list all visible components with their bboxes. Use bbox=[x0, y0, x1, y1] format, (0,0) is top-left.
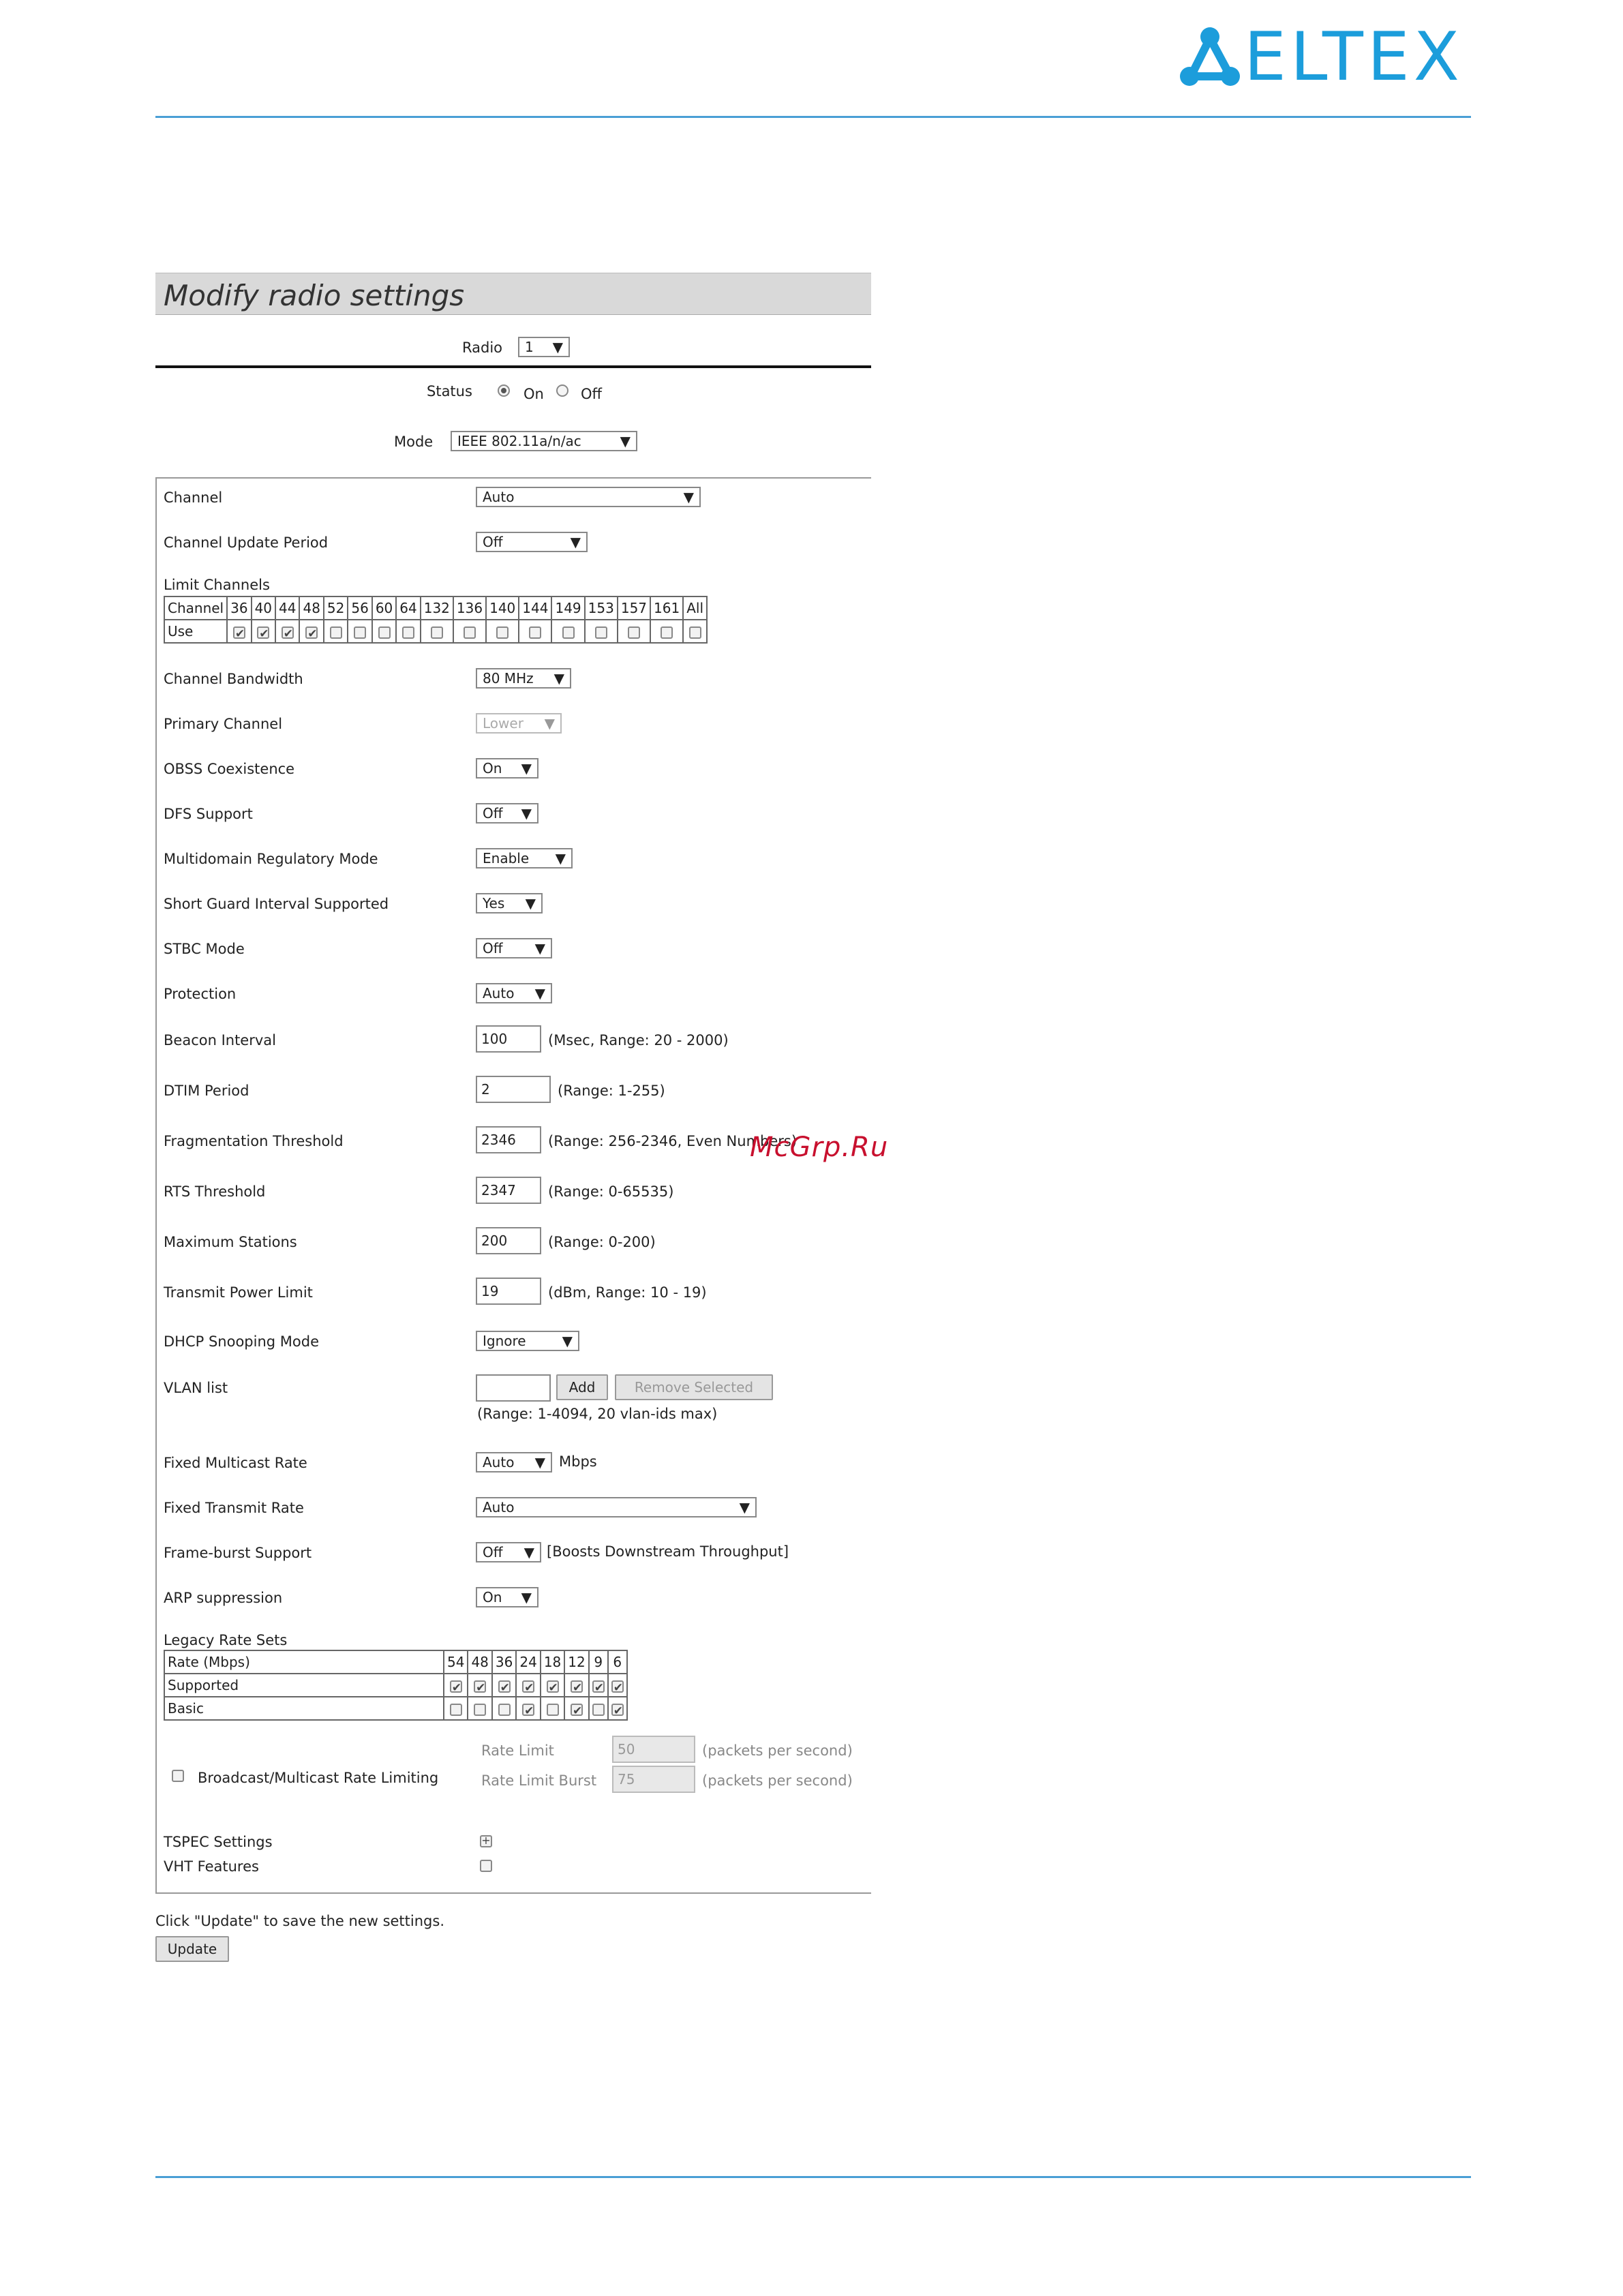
status-on-radio[interactable] bbox=[498, 384, 510, 397]
bcast-limit-checkbox[interactable] bbox=[172, 1770, 184, 1782]
status-on-label: On bbox=[524, 386, 544, 402]
dtim-period-hint: (Range: 1-255) bbox=[558, 1083, 665, 1099]
channel-use-checkbox[interactable] bbox=[330, 626, 342, 639]
channel-number: 136 bbox=[453, 596, 486, 620]
bcast-limit-label: Broadcast/Multicast Rate Limiting bbox=[198, 1770, 439, 1786]
rate-value: 54 bbox=[444, 1650, 468, 1674]
channel-number: 144 bbox=[519, 596, 551, 620]
channel-use-cell bbox=[683, 620, 707, 643]
chevron-down-icon: ▼ bbox=[544, 715, 555, 731]
supported-rate-cell bbox=[589, 1674, 608, 1697]
rate-limit-burst-input[interactable]: 75 bbox=[612, 1766, 695, 1793]
channel-update-period-label: Channel Update Period bbox=[164, 534, 329, 551]
rate-value: 9 bbox=[589, 1650, 608, 1674]
tspec-label: TSPEC Settings bbox=[164, 1834, 273, 1850]
channel-use-checkbox[interactable] bbox=[305, 626, 318, 639]
supported-rate-cell bbox=[468, 1674, 491, 1697]
vlan-remove-selected-button[interactable]: Remove Selected bbox=[615, 1374, 773, 1400]
short-guard-label: Short Guard Interval Supported bbox=[164, 896, 389, 912]
header-divider bbox=[155, 116, 1471, 118]
status-off-radio[interactable] bbox=[556, 384, 568, 397]
channel-number: 36 bbox=[227, 596, 251, 620]
status-label: Status bbox=[427, 383, 472, 399]
rts-threshold-hint: (Range: 0-65535) bbox=[548, 1183, 674, 1200]
dhcp-snooping-value: Ignore bbox=[483, 1333, 526, 1349]
channel-use-checkbox[interactable] bbox=[562, 626, 575, 639]
footer-divider bbox=[155, 2176, 1471, 2178]
chevron-down-icon: ▼ bbox=[555, 850, 566, 866]
multidomain-label: Multidomain Regulatory Mode bbox=[164, 851, 378, 867]
supported-rate-checkbox[interactable] bbox=[522, 1680, 534, 1693]
channel-update-period-value: Off bbox=[483, 534, 503, 550]
channel-use-checkbox[interactable] bbox=[233, 626, 245, 639]
short-guard-select[interactable] bbox=[476, 893, 543, 913]
vlan-list-input[interactable] bbox=[476, 1374, 551, 1402]
dhcp-snooping-select[interactable] bbox=[476, 1331, 579, 1351]
tx-power-input[interactable]: 19 bbox=[476, 1278, 541, 1305]
channel-use-cell bbox=[227, 620, 251, 643]
fixed-transmit-select[interactable] bbox=[476, 1497, 757, 1517]
basic-rate-checkbox[interactable] bbox=[592, 1704, 605, 1716]
radio-select[interactable] bbox=[518, 337, 570, 357]
channel-use-checkbox[interactable] bbox=[354, 626, 366, 639]
channel-bandwidth-select[interactable] bbox=[476, 668, 571, 689]
rate-value: 24 bbox=[516, 1650, 540, 1674]
rate-header-cell: Rate (Mbps) bbox=[164, 1650, 444, 1674]
channel-use-checkbox[interactable] bbox=[257, 626, 269, 639]
channel-number: 60 bbox=[372, 596, 396, 620]
channel-use-cell bbox=[299, 620, 323, 643]
chevron-down-icon: ▼ bbox=[521, 805, 532, 821]
channel-use-cell bbox=[421, 620, 453, 643]
frame-burst-value: Off bbox=[483, 1544, 503, 1560]
dfs-support-value: Off bbox=[483, 805, 503, 821]
fixed-multicast-value: Auto bbox=[483, 1454, 515, 1470]
arp-suppression-value: On bbox=[483, 1589, 502, 1605]
frame-burst-hint: [Boosts Downstream Throughput] bbox=[547, 1543, 789, 1560]
channel-value: Auto bbox=[483, 489, 515, 505]
legacy-rates-label: Legacy Rate Sets bbox=[164, 1632, 288, 1648]
channel-use-cell bbox=[618, 620, 650, 643]
dtim-period-input[interactable]: 2 bbox=[476, 1076, 551, 1103]
channel-use-cell bbox=[551, 620, 584, 643]
vlan-list-hint: (Range: 1-4094, 20 vlan-ids max) bbox=[477, 1406, 718, 1422]
supported-rate-cell bbox=[492, 1674, 516, 1697]
basic-rate-checkbox[interactable] bbox=[522, 1704, 534, 1716]
channel-number: 44 bbox=[275, 596, 299, 620]
fragmentation-label: Fragmentation Threshold bbox=[164, 1133, 344, 1149]
channel-use-cell bbox=[486, 620, 519, 643]
supported-rate-checkbox[interactable] bbox=[611, 1680, 624, 1693]
dtim-period-label: DTIM Period bbox=[164, 1083, 249, 1099]
max-stations-hint: (Range: 0-200) bbox=[548, 1234, 656, 1250]
channel-number: 140 bbox=[486, 596, 519, 620]
rts-threshold-input[interactable]: 2347 bbox=[476, 1177, 541, 1204]
vht-checkbox[interactable] bbox=[480, 1860, 492, 1872]
chevron-down-icon: ▼ bbox=[739, 1499, 750, 1515]
basic-rate-cell bbox=[444, 1697, 468, 1720]
basic-row bbox=[164, 1697, 627, 1720]
supported-rate-cell bbox=[541, 1674, 564, 1697]
supported-rate-checkbox[interactable] bbox=[474, 1680, 486, 1693]
radio-label: Radio bbox=[462, 339, 503, 356]
chevron-down-icon: ▼ bbox=[620, 433, 631, 449]
multidomain-value: Enable bbox=[483, 850, 530, 866]
protection-label: Protection bbox=[164, 986, 237, 1002]
channel-use-checkbox[interactable] bbox=[431, 626, 443, 639]
frame-burst-select[interactable] bbox=[476, 1542, 541, 1562]
vlan-add-button[interactable]: Add bbox=[556, 1374, 608, 1400]
channel-use-checkbox[interactable] bbox=[282, 626, 294, 639]
fixed-multicast-unit: Mbps bbox=[559, 1453, 597, 1470]
limit-channels-label: Limit Channels bbox=[164, 577, 270, 593]
channel-number: 48 bbox=[299, 596, 323, 620]
dfs-support-label: DFS Support bbox=[164, 806, 253, 822]
rts-threshold-label: RTS Threshold bbox=[164, 1183, 266, 1200]
rate-limit-input[interactable]: 50 bbox=[612, 1736, 695, 1763]
fragmentation-hint: (Range: 256-2346, Even Numbers) bbox=[548, 1133, 798, 1149]
rate-value: 18 bbox=[541, 1650, 564, 1674]
rate-limit-burst-unit: (packets per second) bbox=[702, 1772, 853, 1789]
dfs-support-select[interactable] bbox=[476, 803, 539, 824]
chevron-down-icon: ▼ bbox=[553, 670, 564, 686]
channel-number: 132 bbox=[421, 596, 453, 620]
primary-channel-label: Primary Channel bbox=[164, 716, 283, 732]
basic-rate-checkbox[interactable] bbox=[611, 1704, 624, 1716]
chevron-down-icon: ▼ bbox=[525, 895, 536, 911]
chevron-down-icon: ▼ bbox=[552, 339, 563, 355]
channel-header-row bbox=[164, 596, 707, 620]
tx-power-hint: (dBm, Range: 10 - 19) bbox=[548, 1284, 707, 1301]
basic-rate-cell bbox=[516, 1697, 540, 1720]
supported-rate-checkbox[interactable] bbox=[498, 1680, 511, 1693]
channel-use-cell bbox=[585, 620, 618, 643]
channel-select[interactable] bbox=[476, 487, 701, 507]
use-header-cell: Use bbox=[164, 620, 227, 643]
chevron-down-icon: ▼ bbox=[524, 1544, 534, 1560]
channel-bandwidth-value: 80 MHz bbox=[483, 670, 534, 686]
rate-value: 36 bbox=[492, 1650, 516, 1674]
chevron-down-icon: ▼ bbox=[521, 1589, 532, 1605]
max-stations-input[interactable]: 200 bbox=[476, 1227, 541, 1254]
supported-rate-cell bbox=[444, 1674, 468, 1697]
rate-value: 12 bbox=[564, 1650, 588, 1674]
stbc-mode-select[interactable] bbox=[476, 938, 552, 958]
basic-rate-checkbox[interactable] bbox=[571, 1704, 583, 1716]
mode-select[interactable] bbox=[451, 431, 637, 451]
status-off-label: Off bbox=[581, 386, 602, 402]
protection-value: Auto bbox=[483, 985, 515, 1001]
supported-rate-checkbox[interactable] bbox=[592, 1680, 605, 1693]
obss-coexistence-select[interactable] bbox=[476, 758, 539, 779]
legacy-rates-table bbox=[164, 1650, 628, 1721]
channel-use-cell bbox=[348, 620, 371, 643]
chevron-down-icon: ▼ bbox=[570, 534, 581, 550]
channel-number: All bbox=[683, 596, 707, 620]
basic-rate-cell bbox=[541, 1697, 564, 1720]
rate-limit-label: Rate Limit bbox=[481, 1742, 554, 1759]
tx-power-label: Transmit Power Limit bbox=[164, 1284, 313, 1301]
basic-rate-cell bbox=[492, 1697, 516, 1720]
supported-rate-cell bbox=[516, 1674, 540, 1697]
channel-number: 56 bbox=[348, 596, 371, 620]
update-button[interactable]: Update bbox=[155, 1936, 229, 1962]
channel-use-cell bbox=[396, 620, 420, 643]
basic-rate-cell bbox=[564, 1697, 588, 1720]
fixed-multicast-label: Fixed Multicast Rate bbox=[164, 1455, 307, 1471]
limit-channels-table bbox=[164, 596, 708, 644]
beacon-interval-label: Beacon Interval bbox=[164, 1032, 276, 1048]
max-stations-label: Maximum Stations bbox=[164, 1234, 297, 1250]
channel-use-cell bbox=[252, 620, 275, 643]
chevron-down-icon: ▼ bbox=[683, 489, 694, 505]
supported-rate-checkbox[interactable] bbox=[450, 1680, 462, 1693]
supported-rate-cell bbox=[608, 1674, 627, 1697]
fixed-transmit-label: Fixed Transmit Rate bbox=[164, 1500, 304, 1516]
stbc-mode-value: Off bbox=[483, 940, 503, 956]
channel-number: 52 bbox=[324, 596, 348, 620]
channel-use-checkbox[interactable] bbox=[378, 626, 391, 639]
channel-use-checkbox[interactable] bbox=[496, 626, 509, 639]
channel-label: Channel bbox=[164, 489, 223, 506]
rate-limit-burst-label: Rate Limit Burst bbox=[481, 1772, 597, 1789]
supported-row bbox=[164, 1674, 627, 1697]
arp-suppression-select[interactable] bbox=[476, 1587, 539, 1607]
channel-use-cell bbox=[324, 620, 348, 643]
rate-limit-unit: (packets per second) bbox=[702, 1742, 853, 1759]
supported-rate-checkbox[interactable] bbox=[547, 1680, 559, 1693]
channel-use-checkbox[interactable] bbox=[661, 626, 673, 639]
vlan-list-label: VLAN list bbox=[164, 1380, 228, 1396]
protection-select[interactable] bbox=[476, 983, 552, 1003]
channel-use-cell bbox=[275, 620, 299, 643]
brand-name: ELTEX bbox=[1244, 18, 1463, 96]
rate-value: 48 bbox=[468, 1650, 491, 1674]
beacon-interval-input[interactable]: 100 bbox=[476, 1025, 541, 1053]
channel-use-checkbox[interactable] bbox=[689, 626, 701, 639]
dhcp-snooping-label: DHCP Snooping Mode bbox=[164, 1333, 319, 1350]
supported-rate-cell bbox=[564, 1674, 588, 1697]
beacon-interval-hint: (Msec, Range: 20 - 2000) bbox=[548, 1032, 729, 1048]
primary-channel-select[interactable] bbox=[476, 713, 562, 734]
channel-number: 149 bbox=[551, 596, 584, 620]
channel-use-checkbox[interactable] bbox=[628, 626, 640, 639]
basic-rate-cell bbox=[589, 1697, 608, 1720]
channel-use-cell bbox=[519, 620, 551, 643]
modify-radio-panel bbox=[155, 273, 871, 1977]
basic-rate-cell bbox=[468, 1697, 491, 1720]
channel-use-checkbox[interactable] bbox=[402, 626, 414, 639]
channel-bandwidth-label: Channel Bandwidth bbox=[164, 671, 303, 687]
basic-rate-checkbox[interactable] bbox=[450, 1704, 462, 1716]
basic-rate-checkbox[interactable] bbox=[498, 1704, 511, 1716]
frame-burst-label: Frame-burst Support bbox=[164, 1545, 312, 1561]
radio-value: 1 bbox=[525, 339, 534, 355]
channel-use-cell bbox=[650, 620, 683, 643]
short-guard-value: Yes bbox=[483, 895, 505, 911]
chevron-down-icon: ▼ bbox=[534, 1454, 545, 1470]
panel-title-bar bbox=[155, 273, 871, 315]
eltex-logo bbox=[1176, 18, 1469, 96]
chevron-down-icon: ▼ bbox=[534, 985, 545, 1001]
basic-rate-checkbox[interactable] bbox=[474, 1704, 486, 1716]
basic-header-cell: Basic bbox=[164, 1697, 444, 1720]
radio-divider bbox=[155, 365, 871, 368]
primary-channel-value: Lower bbox=[483, 715, 524, 731]
mode-label: Mode bbox=[394, 434, 434, 450]
rate-header-row bbox=[164, 1650, 627, 1674]
supported-header-cell: Supported bbox=[164, 1674, 444, 1697]
channel-use-row bbox=[164, 620, 707, 643]
channel-number: 157 bbox=[618, 596, 650, 620]
channel-use-checkbox[interactable] bbox=[595, 626, 607, 639]
stbc-mode-label: STBC Mode bbox=[164, 941, 245, 957]
multidomain-select[interactable] bbox=[476, 848, 573, 868]
obss-coexistence-value: On bbox=[483, 760, 502, 776]
chevron-down-icon: ▼ bbox=[534, 940, 545, 956]
arp-suppression-label: ARP suppression bbox=[164, 1590, 283, 1606]
chevron-down-icon: ▼ bbox=[521, 760, 532, 776]
channel-update-period-select[interactable] bbox=[476, 532, 588, 552]
channel-number: 161 bbox=[650, 596, 683, 620]
fixed-multicast-select[interactable] bbox=[476, 1452, 552, 1472]
basic-rate-checkbox[interactable] bbox=[547, 1704, 559, 1716]
vht-label: VHT Features bbox=[164, 1858, 259, 1875]
eltex-logo-icon bbox=[1176, 23, 1244, 91]
fixed-transmit-value: Auto bbox=[483, 1499, 515, 1515]
tspec-expand-icon[interactable]: + bbox=[480, 1835, 492, 1847]
channel-number: 40 bbox=[252, 596, 275, 620]
chevron-down-icon: ▼ bbox=[562, 1333, 573, 1349]
channel-use-checkbox[interactable] bbox=[464, 626, 476, 639]
supported-rate-checkbox[interactable] bbox=[571, 1680, 583, 1693]
update-note: Click "Update" to save the new settings. bbox=[155, 1913, 444, 1929]
watermark-text: McGrp.Ru bbox=[750, 1132, 889, 1163]
channel-number: 64 bbox=[396, 596, 420, 620]
rate-value: 6 bbox=[608, 1650, 627, 1674]
obss-coexistence-label: OBSS Coexistence bbox=[164, 761, 295, 777]
channel-use-checkbox[interactable] bbox=[529, 626, 541, 639]
channel-use-cell bbox=[372, 620, 396, 643]
channel-use-cell bbox=[453, 620, 486, 643]
page-title: Modify radio settings bbox=[164, 279, 465, 312]
channel-number: 153 bbox=[585, 596, 618, 620]
mode-value: IEEE 802.11a/n/ac bbox=[457, 433, 581, 449]
fragmentation-input[interactable]: 2346 bbox=[476, 1126, 541, 1153]
basic-rate-cell bbox=[608, 1697, 627, 1720]
channel-header-cell: Channel bbox=[164, 596, 227, 620]
